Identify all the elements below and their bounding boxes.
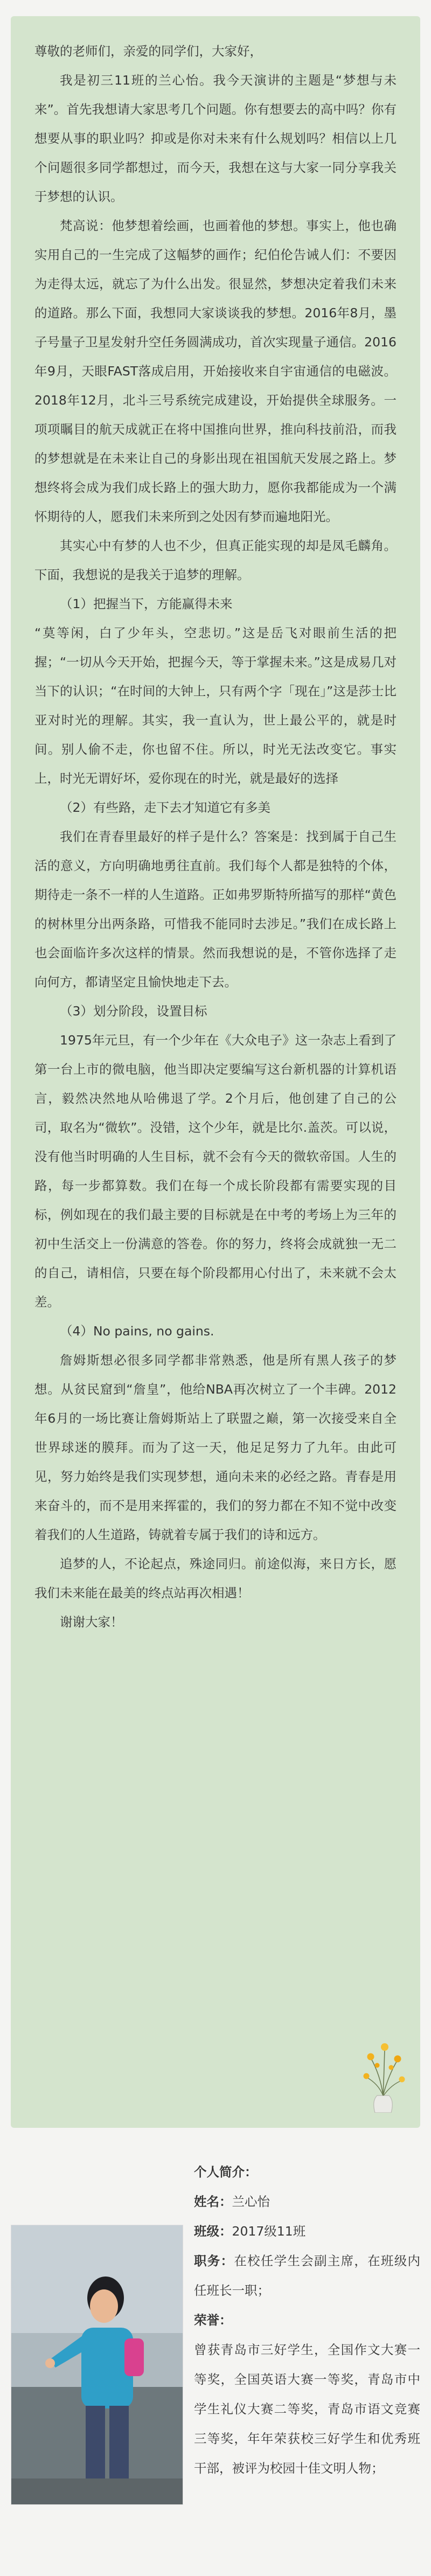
profile-photo [11,2225,183,2505]
speech-body [34,37,397,1637]
speech-paragraph: 我们在青春里最好的样子是什么？答案是：找到属于自己生活的意义，方向明确地勇往直前。我们每个人都是独特的个体，期待走一条不一样的人生道路。正如弗罗斯特所描写的那样“黄色的树林里分出两条路，可惜我不能同时去涉足。”我们在成长路上也会面临许多次这样的情景。然而我想说的是，不管你选择了走向何方，都请坚定且愉快地走下去。 [34,829,397,990]
section-heading: （4）No pains, no gains. [60,1324,214,1339]
profile-class-label: 班级： [194,2224,232,2239]
profile-honor-label: 荣誉： [194,2313,232,2328]
profile-name-value: 兰心怡 [232,2194,270,2209]
section-heading: （3）划分阶段，设置目标 [60,1004,207,1019]
speech-paragraph: 其实心中有梦的人也不少，但真正能实现的却是凤毛麟角。下面，我想说的是我关于追梦的理解。 [34,538,397,582]
profile-name-row [194,2187,420,2217]
section-heading: （1）把握当下，方能赢得未来 [60,596,233,611]
speech-paragraph: 尊敬的老师们，亲爱的同学们，大家好， [34,44,262,59]
speech-paragraph: 梵高说：他梦想着绘画，也画着他的梦想。事实上，他也确实用自己的一生完成了这幅梦的画作；纪伯伦告诫人们：不要因为走得太远，就忘了为什么出发。很显然，梦想决定着我们未来的道路。那么下面，我想同大家谈谈我的梦想。2016年8月，墨子号量子卫星发射升空任务圆满成功，首次实现量子通信。2016年9月，天眼FAST落成启用，开始接收来自宇宙通信的电磁波。2018年12月，北斗三号系统完成建设，开始提供全球服务。一项项瞩目的航天成就正在将中国推向世界，推向科技前沿，而我的梦想就是在未来让自己的身影出现在祖国航天发展之路上。梦想终将会成为我们成长路上的强大助力，愿你我都能成为一个满怀期待的人，愿我们未来所到之处因有梦而遍地阳光。 [34,218,397,524]
profile-honor-row [194,2306,420,2335]
section-heading: （2）有些路，走下去才知道它有多美 [60,800,270,815]
photo-illustration [11,2225,183,2505]
speech-card [11,16,420,2128]
flower-vase-icon [359,2032,407,2113]
profile-class-value: 2017级11班 [232,2224,306,2239]
profile-section [0,2147,431,2576]
profile-name-label: 姓名： [194,2194,232,2209]
speech-paragraph: 我是初三11班的兰心怡。我今天演讲的主题是“梦想与未来”。首先我想请大家思考几个问题。你有想要去的高中吗？你有想要从事的职业吗？抑或是你对未来有什么规划吗？相信以上几个问题很多同学都想过，而今天，我想在这与大家一同分享我关于梦想的认识。 [34,73,397,204]
profile-duty-label: 职务： [194,2253,234,2268]
speech-paragraph: 詹姆斯想必很多同学都非常熟悉，他是所有黑人孩子的梦想。从贫民窟到“詹皇”，他给NBA再次树立了一个丰碑。2012年6月的一场比赛让詹姆斯站上了联盟之巅，第一次接受来自全世界球迷的膜拜。而为了这一天，他足足努力了九年。由此可见，努力始终是我们实现梦想，通向未来的必经之路。青春是用来奋斗的，而不是用来挥霍的，我们的努力都在不知不觉中改变着我们的人生道路，铸就着专属于我们的诗和远方。 [34,1353,397,1542]
speech-paragraph: 1975年元旦，有一个少年在《大众电子》这一杂志上看到了第一台上市的微电脑，他当即决定要编写这台新机器的计算机语言，毅然决然地从哈佛退了学。2个月后，他创建了自己的公司，取名为“微软”。没错，这个少年，就是比尔.盖茨。可以说，没有他当时明确的人生目标，就不会有今天的微软帝国。人生的路，每一步都算数。我们在每一个成长阶段都有需要实现的目标，例如现在的我们最主要的目标就是在中考的考场上为三年的初中生活交上一份满意的答卷。你的努力，终将会成就独一无二的自己，请相信，只要在每个阶段都用心付出了，未来就不会太差。 [34,1033,397,1310]
profile-duty-row [194,2246,420,2306]
profile-honor-value: 曾获青岛市三好学生，全国作文大赛一等奖，全国英语大赛一等奖，青岛市中学生礼仪大赛二等奖，青岛市语文竞赛三等奖，年年荣获校三好学生和优秀班干部，被评为校园十佳文明人物； [194,2342,420,2476]
speech-paragraph: 追梦的人，不论起点，殊途同归。前途似海，来日方长，愿我们未来能在最美的终点站再次相遇！ [34,1556,397,1600]
profile-heading [194,2157,420,2187]
speech-paragraph: “莫等闲，白了少年头，空悲切。”这是岳飞对眼前生活的把握；“一切从今天开始，把握今天，等于掌握未来。”这是成易几对当下的认识；“在时间的大钟上，只有两个字「现在」”这是莎士比亚对时光的理解。其实，我一直认为，世上最公平的，就是时间。别人偷不走，你也留不住。所以，时光无法改变它。事实上，时光无谓好坏，爱你现在的时光，就是最好的选择 [34,625,397,786]
speech-paragraph: 谢谢大家！ [60,1614,123,1630]
profile-duty-value: 在校任学生会副主席，在班级内任班长一职； [194,2253,420,2298]
profile-info [194,2157,420,2483]
profile-heading-label: 个人简介： [194,2164,258,2180]
profile-class-row [194,2217,420,2246]
